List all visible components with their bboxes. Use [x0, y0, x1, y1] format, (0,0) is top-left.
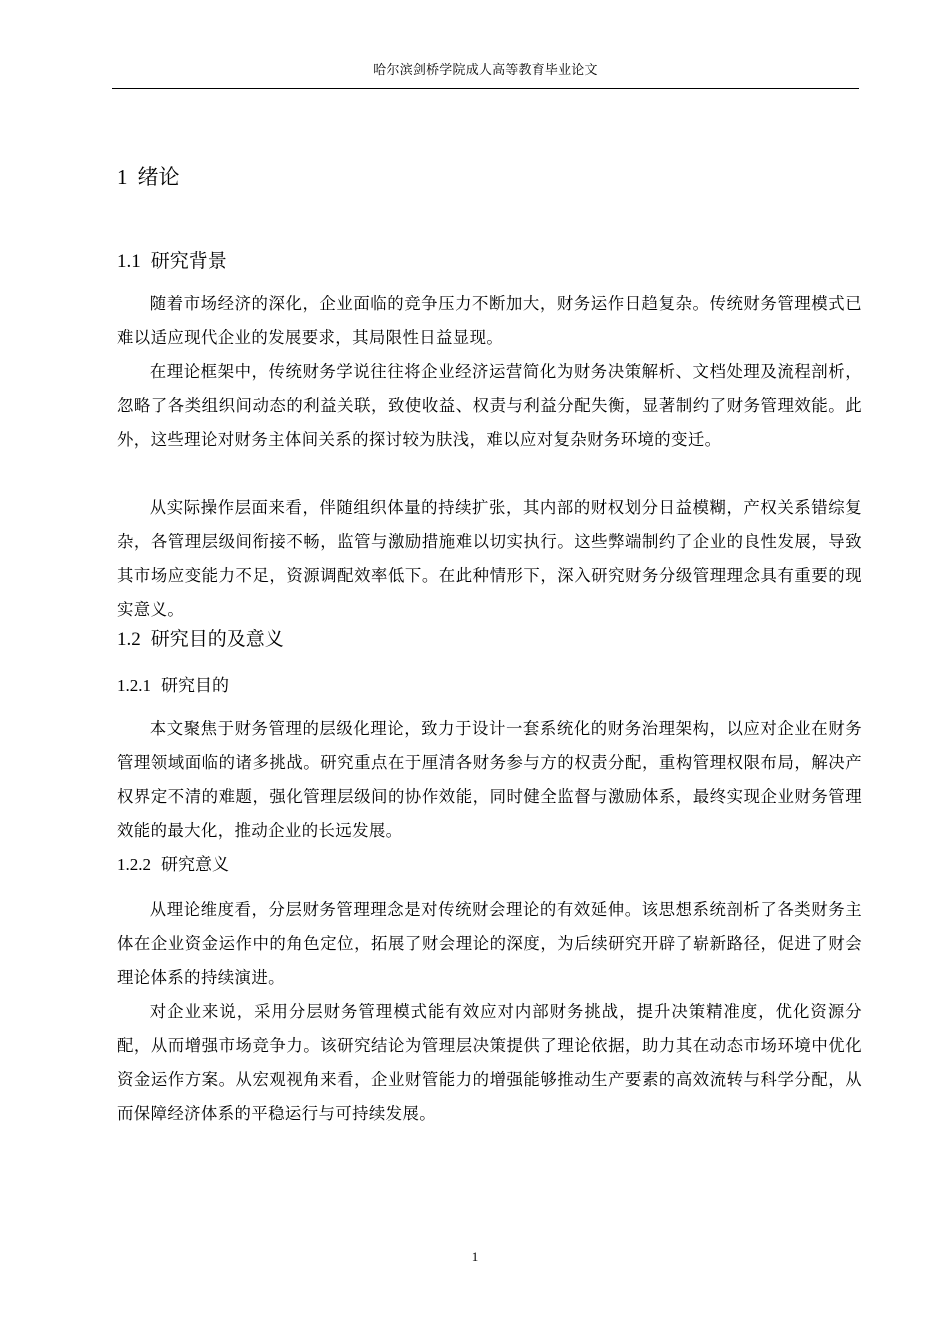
- header-rule: [112, 88, 859, 89]
- page-number: 1: [471, 1249, 479, 1264]
- chapter-heading: [117, 162, 180, 192]
- subsection-title: 研究意义: [161, 855, 229, 875]
- paragraph-significance-2: 对企业来说，采用分层财务管理模式能有效应对内部财务挑战，提升决策精准度，优化资源分配，从而增强市场竞争力。该研究结论为管理层决策提供了理论依据，助力其在动态市场环境中优化资金运作方案。从宏观视角来看，企业财管能力的增强能够推动生产要素的高效流转与科学分配，从而保障经济体系的平稳运行与可持续发展。: [117, 1002, 862, 1123]
- subsection-number: 1.2.2: [117, 855, 151, 874]
- chapter-number: 1: [117, 165, 128, 189]
- section-title: 研究目的及意义: [150, 628, 284, 650]
- subsection-heading-1-2-2: [117, 852, 229, 878]
- section-title: 研究背景: [150, 250, 227, 272]
- section-number: 1.1: [117, 251, 141, 272]
- chapter-title: 绪论: [137, 165, 180, 189]
- running-header: 哈尔滨剑桥学院成人高等教育毕业论文: [373, 63, 598, 78]
- paragraph-background-1: 随着市场经济的深化，企业面临的竞争压力不断加大，财务运作日趋复杂。传统财务管理模式已难以适应现代企业的发展要求，其局限性日益显现。: [117, 294, 862, 347]
- paragraph-background-3: 从实际操作层面来看，伴随组织体量的持续扩张，其内部的财权划分日益模糊，产权关系错综复杂，各管理层级间衔接不畅，监管与激励措施难以切实执行。这些弊端制约了企业的良性发展，导致其市场应变能力不足，资源调配效率低下。在此种情形下，深入研究财务分级管理理念具有重要的现实意义。: [117, 498, 862, 619]
- paragraph-purpose-1: 本文聚焦于财务管理的层级化理论，致力于设计一套系统化的财务治理架构，以应对企业在财务管理领域面临的诸多挑战。研究重点在于厘清各财务参与方的权责分配，重构管理权限布局，解决产权界定不清的难题，强化管理层级间的协作效能，同时健全监督与激励体系，最终实现企业财务管理效能的最大化，推动企业的长远发展。: [117, 719, 862, 840]
- section-number: 1.2: [117, 629, 141, 650]
- subsection-number: 1.2.1: [117, 676, 151, 695]
- section-heading-1-1: [117, 247, 227, 276]
- section-heading-1-2: [117, 625, 284, 654]
- paragraph-significance-1: 从理论维度看，分层财务管理理念是对传统财会理论的有效延伸。该思想系统剖析了各类财务主体在企业资金运作中的角色定位，拓展了财会理论的深度，为后续研究开辟了崭新路径，促进了财会理论体系的持续演进。: [117, 900, 862, 987]
- subsection-title: 研究目的: [161, 676, 229, 696]
- paragraph-background-2: 在理论框架中，传统财务学说往往将企业经济运营简化为财务决策解析、文档处理及流程剖析，忽略了各类组织间动态的利益关联，致使收益、权责与利益分配失衡，显著制约了财务管理效能。此外，这些理论对财务主体间关系的探讨较为肤浅，难以应对复杂财务环境的变迁。: [117, 362, 862, 449]
- subsection-heading-1-2-1: [117, 673, 229, 699]
